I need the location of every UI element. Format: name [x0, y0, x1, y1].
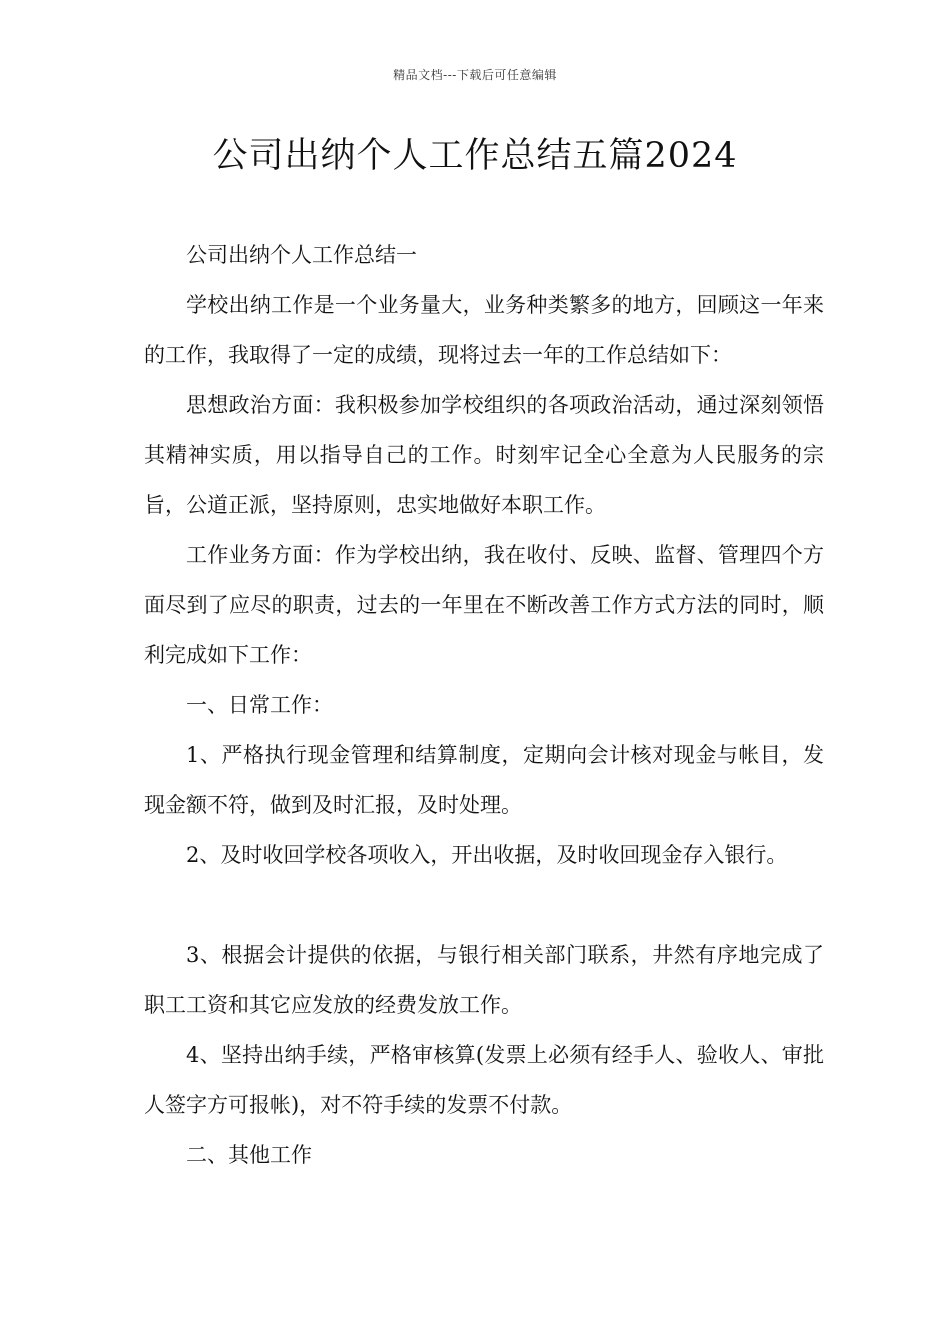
section-heading: 公司出纳个人工作总结一 [186, 243, 417, 267]
subheading-daily-work: 一、日常工作： [186, 693, 333, 717]
header-note: 精品文档---下载后可任意编辑 [393, 68, 557, 82]
list-item-2: 2、及时收回学校各项收入，开出收据，及时收回现金存入银行。 [186, 843, 788, 867]
subheading-other-work: 二、其他工作 [186, 1143, 312, 1167]
list-item-4: 4、坚持出纳手续，严格审核算(发票上必须有经手人、验收人、审批人签字方可报帐)，对不符手续的发票不付款。 [144, 1043, 824, 1117]
list-item-1: 1、严格执行现金管理和结算制度，定期向会计核对现金与帐目，发现金额不符，做到及时汇报，及时处理。 [144, 743, 824, 817]
document-title: 公司出纳个人工作总结五篇2024 [212, 136, 738, 176]
document-body [144, 230, 824, 1180]
list-item-3: 3、根据会计提供的依据，与银行相关部门联系，井然有序地完成了职工工资和其它应发放的经费发放工作。 [144, 943, 824, 1017]
paragraph-political: 思想政治方面：我积极参加学校组织的各项政治活动，通过深刻领悟其精神实质，用以指导自己的工作。时刻牢记全心全意为人民服务的宗旨，公道正派，坚持原则，忠实地做好本职工作。 [144, 393, 824, 517]
blank-line [144, 880, 824, 930]
paragraph-intro: 学校出纳工作是一个业务量大，业务种类繁多的地方，回顾这一年来的工作，我取得了一定的成绩，现将过去一年的工作总结如下： [144, 293, 824, 367]
paragraph-business: 工作业务方面：作为学校出纳，我在收付、反映、监督、管理四个方面尽到了应尽的职责，过去的一年里在不断改善工作方式方法的同时，顺利完成如下工作： [144, 543, 824, 667]
